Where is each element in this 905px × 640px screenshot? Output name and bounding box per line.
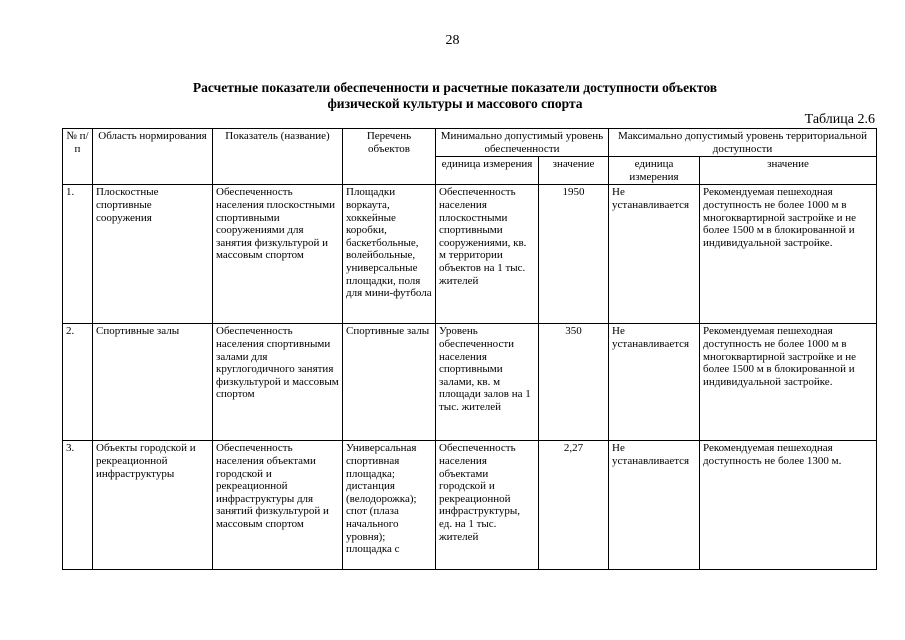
header-min-group: Минимально допустимый уровень обеспеченности <box>436 129 609 157</box>
header-area: Область нормирования <box>93 129 213 185</box>
title-line-2: физической культуры и массового спорта <box>327 96 583 111</box>
cell-objects: Спортивные залы <box>343 324 436 441</box>
cell-indicator: Обеспеченность населения объектами городской и рекреационной инфраструктуры для занятий физкультурой и массовым спортом <box>213 441 343 570</box>
title-line-1: Расчетные показатели обеспеченности и расчетные показатели доступности объектов <box>192 80 718 95</box>
table-row <box>63 185 877 324</box>
cell-max-value: Рекомендуемая пешеходная доступность не более 1300 м. <box>700 441 877 570</box>
cell-min-unit: Обеспеченность населения плоскостными спортивными сооружениями, кв. м территории объектов на 1 тыс. жителей <box>436 185 539 324</box>
cell-max-unit: Не устанавливается <box>609 324 700 441</box>
cell-num: 3. <box>63 441 93 570</box>
cell-min-unit: Уровень обеспеченности населения спортивными залами, кв. м площади залов на 1 тыс. жителей <box>436 324 539 441</box>
cell-num: 2. <box>63 324 93 441</box>
cell-indicator: Обеспеченность населения спортивными залами для круглогодичного занятия физкультурой и массовым спортом <box>213 324 343 441</box>
norms-table <box>62 128 877 570</box>
cell-area: Спортивные залы <box>93 324 213 441</box>
table-row <box>63 441 877 570</box>
cell-area: Объекты городской и рекреационной инфраструктуры <box>93 441 213 570</box>
cell-max-unit: Не устанавливается <box>609 441 700 570</box>
header-min-value: значение <box>539 157 609 185</box>
cell-min-value: 2,27 <box>539 441 609 570</box>
header-min-unit: единица измерения <box>436 157 539 185</box>
table-row <box>63 324 877 441</box>
page-number: 28 <box>445 33 460 48</box>
header-max-unit: единица измерения <box>609 157 700 185</box>
cell-min-value: 350 <box>539 324 609 441</box>
cell-objects: Площадки воркаута, хоккейные коробки, баскетбольные, волейбольные, универсальные площадки, поля для мини-футбола <box>343 185 436 324</box>
cell-max-value: Рекомендуемая пешеходная доступность не более 1000 м в многоквартирной застройке и не более 1500 м в блокированной и индивидуальной застройке. <box>700 185 877 324</box>
cell-min-value: 1950 <box>539 185 609 324</box>
cell-area: Плоскостные спортивные сооружения <box>93 185 213 324</box>
cell-num: 1. <box>63 185 93 324</box>
cell-max-unit: Не устанавливается <box>609 185 700 324</box>
cell-indicator: Обеспеченность населения плоскостными спортивными сооружениями для занятия физкультурой и массовым спортом <box>213 185 343 324</box>
table-label: Таблица 2.6 <box>804 112 875 127</box>
header-max-group: Максимально допустимый уровень территориальной доступности <box>609 129 877 157</box>
document-title <box>60 80 850 112</box>
header-max-value: значение <box>700 157 877 185</box>
cell-max-value: Рекомендуемая пешеходная доступность не более 1000 м в многоквартирной застройке и не более 1500 м в блокированной и индивидуальной застройке. <box>700 324 877 441</box>
header-objects: Перечень объектов <box>343 129 436 185</box>
cell-objects: Универсальная спортивная площадка; дистанция (велодорожка); спот (плаза начального уровня); площадка с <box>343 441 436 570</box>
header-indicator: Показатель (название) <box>213 129 343 185</box>
cell-min-unit: Обеспеченность населения объектами городской и рекреационной инфраструктуры, ед. на 1 тыс. жителей <box>436 441 539 570</box>
header-row-1 <box>63 129 877 157</box>
header-num: № п/п <box>63 129 93 185</box>
